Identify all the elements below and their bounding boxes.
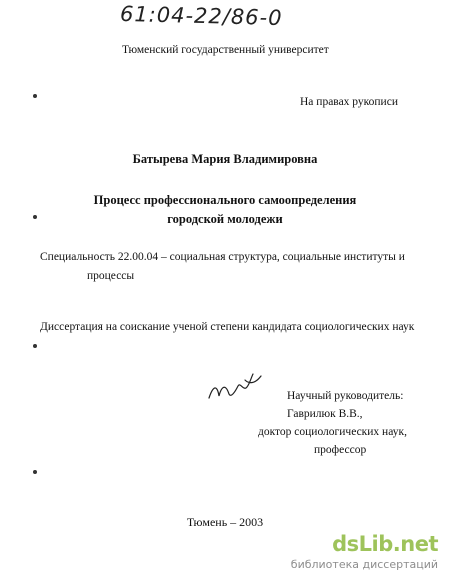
supervisor-label: Научный руководитель: [287, 390, 404, 402]
specialty [40, 248, 420, 286]
scan-mark [33, 470, 37, 474]
title-line: Процесс профессионального самоопределения [93, 193, 357, 207]
watermark-site: dsLib.net [332, 532, 438, 556]
city-year: Тюмень – 2003 [186, 515, 264, 529]
supervisor-name: Гаврилюк В.В., [287, 408, 363, 420]
scan-mark [33, 344, 37, 348]
catalog-number: 61:04-22/86-0 [119, 1, 283, 31]
manuscript-rights: На правах рукописи [300, 96, 398, 108]
supervisor-rank: профессор [314, 444, 367, 456]
handwritten-signature [205, 368, 265, 408]
specialty-line: Специальность 22.00.04 – социальная структура, социальные институты и [40, 251, 405, 263]
dslib-watermark [290, 532, 446, 578]
supervisor-degree: доктор социологических наук, [258, 426, 407, 438]
dissertation-title [0, 191, 450, 229]
university-name: Тюменский государственный университет [122, 44, 329, 56]
scan-mark [33, 94, 37, 98]
dissertation-statement: Диссертация на соискание ученой степени кандидата социологических наук [40, 321, 415, 333]
title-line: городской молодежи [167, 212, 283, 226]
author-name: Батырева Мария Владимировна [132, 152, 318, 166]
watermark-caption: библиотека диссертаций [290, 558, 438, 571]
specialty-line: процессы [87, 270, 135, 282]
